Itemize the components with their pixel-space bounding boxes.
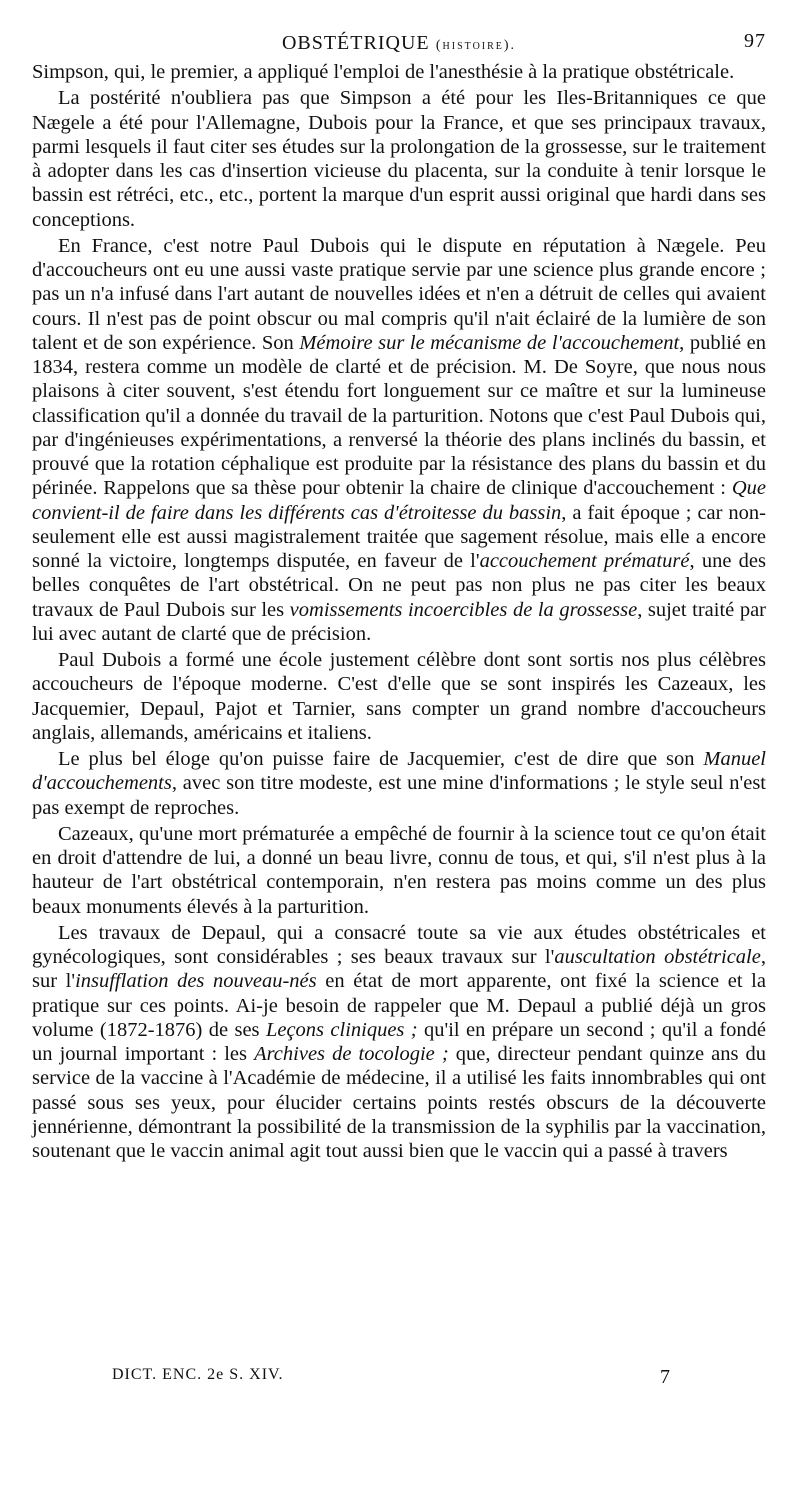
text-run: Le plus bel éloge qu'on puisse faire de Jacquemier, c'est de dire que son	[58, 748, 704, 770]
signature-mark: 7	[660, 1366, 671, 1388]
text-run: en état de mort apparente, ont fixé la science et la pratique sur ces points. Ai-je besoin de rappeler que M. Depaul a publié déjà un gros volume (1872-1876) de ses	[32, 970, 766, 1041]
page-number: 97	[744, 30, 766, 52]
page-footer	[112, 1366, 682, 1388]
text-run: Simpson, qui, le premier, a appliqué l'emploi de l'anesthésie à la pratique obstétricale.	[32, 61, 735, 83]
paragraph-p2	[32, 86, 766, 232]
text-run: La postérité n'oubliera pas que Simpson a été pour les Iles-Britanniques ce que Nægele a été pour l'Allemagne, Dubois pour la France, et que ses principaux travaux, parmi lesquels il faut citer ses études sur la prolongation de la grossesse, sur le traitement à adopter dans les cas d'insertion vicieuse du placenta, sur la conduite à tenir lorsque le bassin est rétréci, etc., etc., portent la marque d'un esprit aussi original que hardi dans ses conceptions.	[32, 87, 766, 231]
italic-text: auscultation obstétricale	[554, 946, 761, 968]
text-run: qu'il en prépare un second ; qu'il a fondé un journal important : les	[32, 1018, 767, 1065]
text-run: , publié en 1834, restera comme un modèle de clarté et de précision. M. De Soyre, que nous nous plaisons à citer souvent, s'est étendu fort longuement sur ce maître et sur la lumineuse classification qu'il a donnée du travail de la parturition. Notons que c'est Paul Dubois qui, par d'ingénieuses expérimentations, a renversé la théorie des plans inclinés du bassin, et prouvé que la rotation céphalique est produite par la résistance des plans du bassin et du périnée. Rappelons que sa thèse pour obtenir la chaire de clinique d'accouchement :	[32, 331, 766, 500]
italic-text: Que convient-il de faire dans les différents cas d'étroitesse du bassin	[32, 477, 766, 524]
paragraph-p3	[32, 234, 766, 646]
italic-text: accouchement prématuré	[479, 550, 690, 572]
italic-text: Archives de tocologie ;	[254, 1043, 449, 1065]
italic-text: vomissements incoercibles de la grossesse	[289, 598, 638, 621]
text-run: , avec son titre modeste, est une mine d'informations ; le style seul n'est pas exempt de reproches.	[32, 772, 766, 819]
paragraph-p4	[32, 648, 766, 745]
paragraph-p1	[32, 60, 766, 84]
paragraph-p5	[32, 747, 766, 820]
italic-text: insufflation des nouveau-nés	[75, 970, 317, 993]
body-text	[32, 60, 766, 1163]
running-head-subtitle: (histoire).	[435, 38, 517, 53]
footer-reference: DICT. ENC. 2e S. XIV.	[112, 1366, 284, 1383]
italic-text: Mémoire sur le mécanisme de l'accouchement	[299, 331, 680, 354]
italic-text: Manuel d'accouchements	[32, 748, 766, 795]
text-run: , une des belles conquêtes de l'art obstétrical. On ne peut pas non plus ne pas citer les beaux travaux de Paul Dubois sur les	[32, 550, 766, 621]
document-page	[32, 30, 766, 1163]
paragraph-p6	[32, 822, 766, 919]
italic-text: Leçons cliniques ;	[265, 1018, 418, 1041]
text-run: En France, c'est notre Paul Dubois qui le dispute en réputation à Nægele. Peu d'accoucheurs ont eu une aussi vaste pratique servie par une science plus grande encore ; pas un n'a infusé dans l'art autant de nouvelles idées et n'en a détruit de celles qui avaient cours. Il n'est pas de point obscur ou mal compris qu'il n'ait éclairé de la lumière de son talent et de son expérience. Son	[32, 234, 766, 354]
text-run: , a fait époque ; car non-seulement elle est aussi magistralement traitée que sagement résolue, mais elle a encore sonné la victoire, longtemps disputée, en faveur de l'	[32, 501, 766, 572]
text-run: Les travaux de Depaul, qui a consacré toute sa vie aux études obstétricales et gynécologiques, sont considérables ; ses beaux travaux sur l'	[32, 921, 766, 968]
text-run: Cazeaux, qu'une mort prématurée a empêché de fournir à la science tout ce qu'on était en droit d'attendre de lui, a donné un beau livre, connu de tous, et qui, s'il n'est plus à la hauteur de l'art obstétrical contemporain, n'en restera pas moins comme un des plus beaux monuments élevés à la parturition.	[32, 822, 766, 918]
text-run: Paul Dubois a formé une école justement célèbre dont sont sortis nos plus célèbres accoucheurs de l'époque moderne. C'est d'elle que se sont inspirés les Cazeaux, les Jacquemier, Depaul, Pajot et Tarnier, sans compter un grand nombre d'accoucheurs anglais, allemands, américains et italiens.	[32, 649, 766, 744]
text-run: , sur l'	[32, 946, 766, 993]
running-head	[32, 30, 766, 60]
paragraph-p7	[32, 921, 766, 1164]
text-run: que, directeur pendant quinze ans du service de la vaccine à l'Académie de médecine, il a utilisé les faits innombrables qui ont passé sous ses yeux, pour élucider certains points restés obscurs de la découverte jennérienne, démontrant la possibilité de la transmission de la syphilis par la vaccination, soutenant que le vaccin animal agit tout aussi bien que le vaccin qui a passé à travers	[32, 1043, 766, 1162]
text-run: , sujet traité par lui avec autant de clarté que de précision.	[32, 598, 766, 645]
running-head-title: OBSTÉTRIQUE	[281, 32, 430, 54]
